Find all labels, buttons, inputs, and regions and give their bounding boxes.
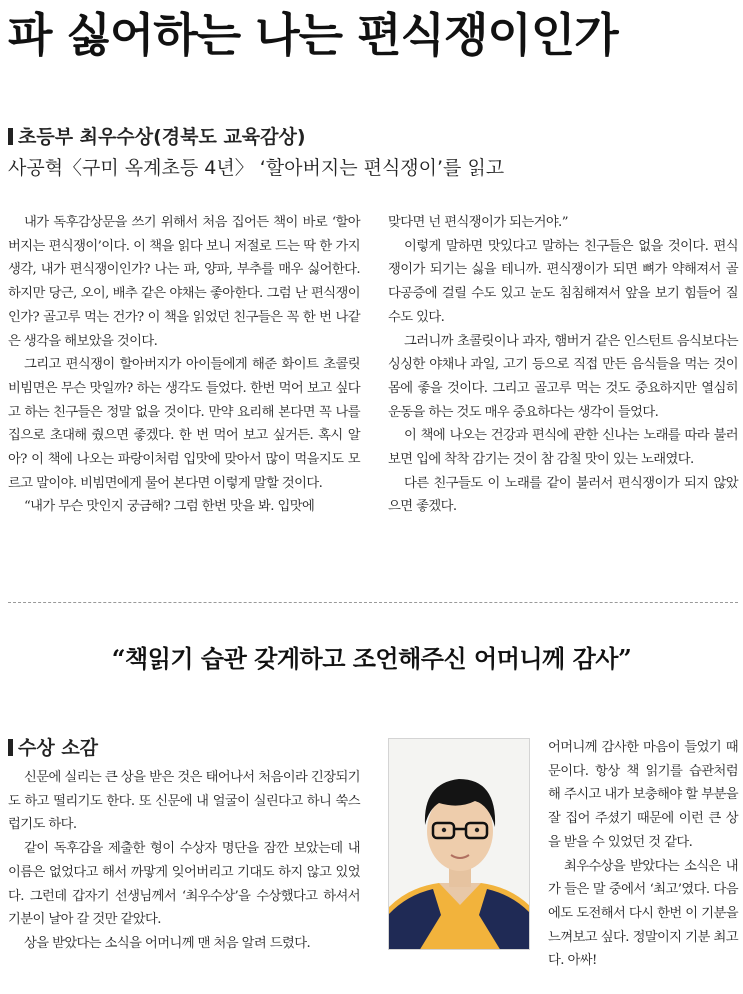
impressions-paragraph: 같이 독후감을 제출한 형이 수상자 명단을 잠깐 보았는데 내 이름은 없었다고 해서 까맣게 잊어버리고 기대도 하지 않고 있었다. 그런데 갑자기 선생님께서 ‘최우수상’을 수상했다고 하셔서 기분이 날아 갈 것만 같았다.	[8, 841, 360, 928]
student-portrait-icon	[389, 739, 530, 950]
award-label-text: 초등부 최우수상(경북도 교육감상)	[18, 126, 306, 148]
essay-paragraph: 다른 친구들도 이 노래를 같이 불러서 편식쟁이가 되지 않았으면 좋겠다.	[388, 475, 738, 515]
section-marker-icon	[8, 128, 13, 145]
essay-paragraph: 그리고 편식쟁이 할아버지가 아이들에게 해준 화이트 초콜릿 비빔면은 무슨 맛일까? 하는 생각도 들었다. 한번 먹어 보고 싶다고 하는 친구들은 정말 없을 것이다. 만약 요리해 본다면 꼭 나를 집으로 초대해 줬으면 좋겠다. 한 번 먹어 보고 싶거든. 혹시 알아? 이 책에 나오는 파랑이처럼 입맛에 맞아서 많이 먹을지도 모르고 말이야. 비빔면에게 물어 본다면 이렇게 말할 것이다.	[8, 357, 360, 491]
section-marker-icon	[8, 739, 13, 756]
student-portrait-photo	[388, 738, 530, 950]
section-divider	[8, 602, 738, 603]
impressions-right-column	[548, 736, 738, 973]
impressions-paragraph: 신문에 실리는 큰 상을 받은 것은 태어나서 처음이라 긴장되기도 하고 떨리기도 한다. 또 신문에 내 얼굴이 실린다고 하니 쑥스럽기도 하다.	[8, 770, 360, 833]
essay-right-column	[388, 211, 738, 519]
impressions-left-column	[8, 766, 360, 956]
impressions-label	[8, 735, 98, 761]
quote-title: “책읽기 습관 갖게하고 조언해주신 어머니께 감사”	[111, 644, 632, 673]
essay-paragraph: 이 책에 나오는 건강과 편식에 관한 신나는 노래를 따라 불러보면 입에 착착 감기는 것이 참 감칠 맛이 있는 노래였다.	[388, 428, 738, 468]
essay-paragraph: 그러니까 초콜릿이나 과자, 햄버거 같은 인스턴트 음식보다는 싱싱한 야채나 과일, 고기 등으로 직접 만든 음식들을 먹는 것이 몸에 좋을 것이다. 그리고 골고루 먹는 것도 중요하지만 열심히 운동을 하는 것도 매우 중요하다는 생각이 들었다.	[388, 333, 738, 420]
essay-paragraph: 이렇게 말하면 맛있다고 말하는 친구들은 없을 것이다. 편식쟁이가 되기는 싫을 테니까. 편식쟁이가 되면 뼈가 약해져서 골다공증에 걸릴 수도 있고 눈도 침침해져서 앞을 보기 힘들어 질 수도 있다.	[388, 238, 738, 325]
award-label	[8, 124, 306, 150]
essay-paragraph: “내가 무슨 맛인지 궁금해? 그럼 한번 맛을 봐. 입맛에	[23, 499, 315, 515]
essay-paragraph: 내가 독후감상문을 쓰기 위해서 처음 집어든 책이 바로 ‘할아버지는 편식쟁이’이다. 이 책을 읽다 보니 저절로 드는 딱 한 가지 생각, 내가 편식쟁이인가? 나는 파, 양파, 부추를 매우 싫어한다. 하지만 당근, 오이, 배추 같은 야채는 좋아한다. 그럼 난 편식쟁이인가? 골고루 먹는 건가? 이 책을 읽었던 친구들은 꼭 한 번 나같은 생각을 해보았을 것이다.	[8, 215, 360, 349]
impressions-paragraph: 최우수상을 받았다는 소식은 내가 들은 말 중에서 ‘최고’였다. 다음에도 도전해서 다시 한번 이 기분을 느껴보고 싶다. 정말이지 기분 최고다. 아싸!	[548, 858, 738, 969]
impressions-paragraph: 상을 받았다는 소식을 어머니께 맨 처음 알려 드렸다.	[23, 935, 311, 951]
essay-paragraph: 맞다면 넌 편식쟁이가 되는거야.”	[388, 215, 568, 230]
impressions-label-text: 수상 소감	[18, 737, 99, 759]
impressions-paragraph: 어머니께 감사한 마음이 들었기 때문이다. 항상 책 읽기를 습관처럼 해 주시고 내가 보충해야 할 부분을 잘 집어 주셨기 때문에 이런 큰 상을 받을 수 있었던 것 같다.	[548, 740, 738, 850]
essay-left-column	[8, 211, 360, 519]
headline: 파 싫어하는 나는 편식쟁이인가	[8, 8, 618, 62]
subheadline: 사공혁〈구미 옥계초등 4년〉 ‘할아버지는 편식쟁이’를 읽고	[8, 157, 505, 179]
